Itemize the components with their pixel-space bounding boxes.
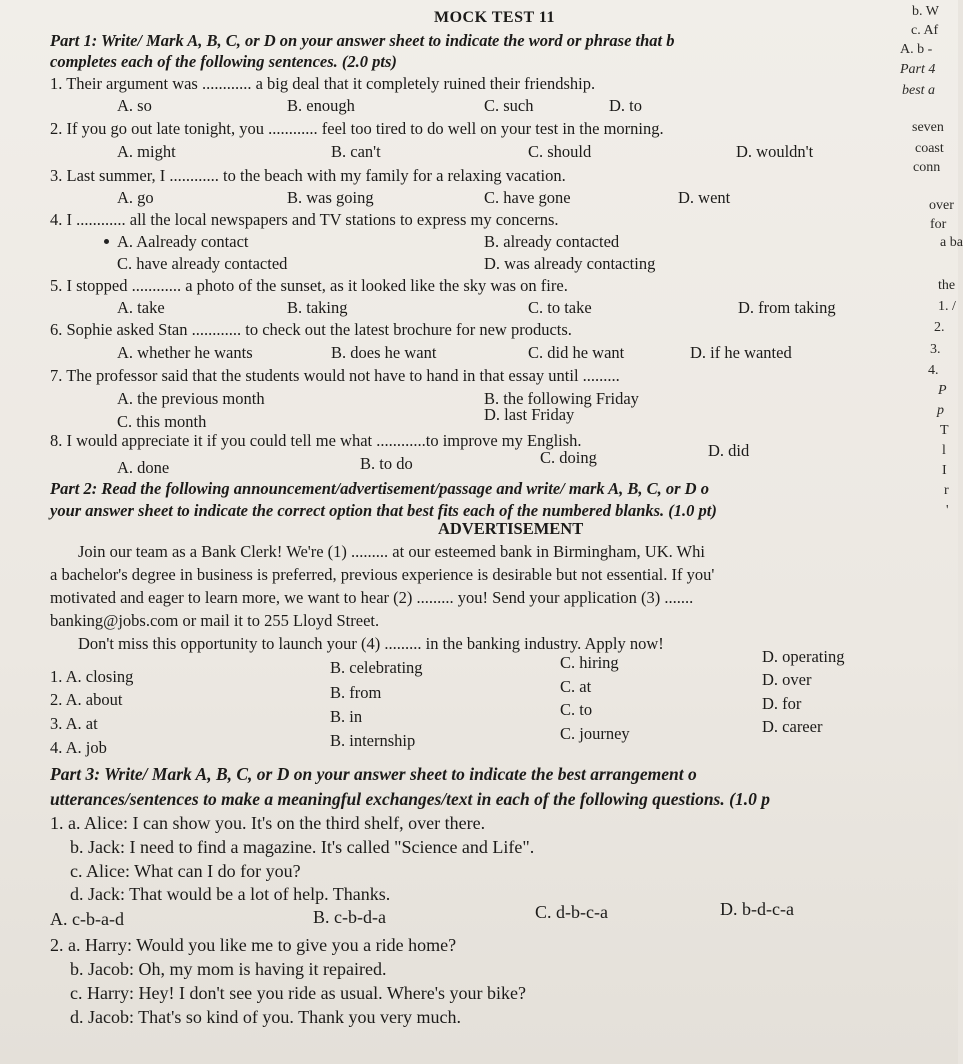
p2-q1-option-d: D. operating	[762, 647, 845, 666]
edge-fragment: b. W	[912, 4, 939, 19]
part2-instruction-line1: Part 2: Read the following announcement/advertisement/passage and write/ mark A, B, C, or D o	[50, 479, 709, 498]
p2-q4-option-c: C. journey	[560, 724, 630, 743]
passage-line-2: a bachelor's degree in business is preferred, previous experience is desirable but not essential. If you'	[50, 565, 715, 584]
p1-q5-stem: 5. I stopped ............ a photo of the sunset, as it looked like the sky was on fire.	[50, 276, 568, 295]
p2-q2-option-a: 2. A. about	[50, 690, 123, 709]
p1-q3-option-c: C. have gone	[484, 188, 571, 207]
p1-q3-option-d: D. went	[678, 188, 731, 207]
edge-fragment: best a	[902, 83, 936, 98]
p3-q1-line-c: c. Alice: What can I do for you?	[70, 861, 301, 881]
p2-q4-option-b: B. internship	[330, 731, 416, 750]
p2-q4-option-a: 4. A. job	[50, 738, 107, 757]
edge-fragment: r	[944, 483, 949, 498]
p3-q1-line-a: 1. a. Alice: I can show you. It's on the third shelf, over there.	[50, 813, 486, 833]
edge-fragment: p	[937, 403, 944, 418]
p3-q1-line-b: b. Jack: I need to find a magazine. It's called "Science and Life".	[70, 837, 535, 857]
edge-fragment: seven	[912, 120, 944, 135]
edge-fragment: 4.	[928, 363, 939, 378]
p1-q2-option-c: C. should	[528, 142, 592, 161]
p2-q4-option-d: D. career	[762, 717, 823, 736]
advertisement-heading: ADVERTISEMENT	[438, 519, 584, 538]
p2-q3-option-a: 3. A. at	[50, 714, 98, 733]
p1-q5-option-d: D. from taking	[738, 298, 836, 317]
p3-q2-line-b: b. Jacob: Oh, my mom is having it repaired.	[70, 959, 387, 979]
passage-line-3: motivated and eager to learn more, we want to hear (2) ......... you! Send your application (3) .......	[50, 588, 694, 607]
p1-q8-option-c: C. doing	[540, 448, 597, 467]
p1-q1-option-c: C. such	[484, 96, 534, 115]
p2-q1-option-c: C. hiring	[560, 653, 619, 672]
p1-q5-option-c: C. to take	[528, 298, 592, 317]
p1-q8-stem: 8. I would appreciate it if you could tell me what ............to improve my English.	[50, 431, 582, 450]
part1-instruction-line1: Part 1: Write/ Mark A, B, C, or D on your answer sheet to indicate the word or phrase that b	[50, 31, 675, 50]
p3-q1-line-d: d. Jack: That would be a lot of help. Thanks.	[70, 884, 391, 904]
p2-q3-option-d: D. for	[762, 694, 802, 713]
p1-q3-option-a: A. go	[117, 188, 154, 207]
page-title: MOCK TEST 11	[434, 9, 555, 26]
p3-q1-option-b: B. c-b-d-a	[313, 907, 386, 927]
part3-instruction-line1: Part 3: Write/ Mark A, B, C, or D on your answer sheet to indicate the best arrangement o	[50, 764, 697, 784]
p1-q2-stem: 2. If you go out late tonight, you ............ feel too tired to do well on your test in the morning.	[50, 119, 664, 138]
p1-q2-option-b: B. can't	[331, 142, 381, 161]
edge-fragment: 2.	[934, 320, 945, 335]
p3-q2-line-c: c. Harry: Hey! I don't see you ride as usual. Where's your bike?	[70, 983, 527, 1003]
p1-q8-option-b: B. to do	[360, 454, 413, 473]
passage-line-5: Don't miss this opportunity to launch your (4) ......... in the banking industry. Apply now!	[78, 634, 664, 653]
p1-q7-option-b: B. the following Friday	[484, 389, 639, 408]
p1-q6-option-c: C. did he want	[528, 343, 625, 362]
edge-fragment: '	[946, 503, 949, 518]
p1-q1-option-b: B. enough	[287, 96, 355, 115]
edge-fragment: conn	[913, 160, 941, 175]
edge-fragment: a ba	[940, 235, 963, 250]
edge-fragment: P	[938, 383, 947, 398]
p1-q7-stem: 7. The professor said that the students would not have to hand in that essay until .........	[50, 366, 620, 385]
p3-q2-line-a: 2. a. Harry: Would you like me to give you a ride home?	[50, 935, 457, 955]
p2-q2-option-b: B. from	[330, 683, 382, 702]
edge-fragment: 3.	[930, 342, 941, 357]
p1-q2-option-d: D. wouldn't	[736, 142, 814, 161]
passage-line-1: Join our team as a Bank Clerk! We're (1) ......... at our esteemed bank in Birmingham, UK. Whi	[78, 542, 705, 561]
edge-fragment: I	[942, 463, 947, 478]
edge-fragment: the	[938, 278, 956, 293]
edge-fragment: T	[940, 423, 949, 438]
p1-q1-stem: 1. Their argument was ............ a big deal that it completely ruined their friendship.	[50, 74, 596, 93]
edge-fragment: Part 4	[900, 62, 936, 77]
p2-q1-option-b: B. celebrating	[330, 658, 423, 677]
p1-q2-option-a: A. might	[117, 142, 176, 161]
p1-q3-option-b: B. was going	[287, 188, 374, 207]
p2-q2-option-d: D. over	[762, 670, 812, 689]
p2-q3-option-b: B. in	[330, 707, 363, 726]
edge-fragment: c. Af	[911, 23, 939, 38]
p3-q1-option-d: D. b-d-c-a	[720, 899, 794, 919]
edge-fragment: coast	[915, 141, 944, 156]
p2-q2-option-c: C. at	[560, 677, 592, 696]
p1-q7-option-c: C. this month	[117, 412, 207, 431]
edge-fragment: for	[930, 217, 947, 232]
p2-q3-option-c: C. to	[560, 700, 593, 719]
p3-q1-option-a: A. c-b-a-d	[50, 909, 124, 929]
p1-q7-option-d: D. last Friday	[484, 405, 575, 424]
part1-instruction-line2: completes each of the following sentences. (2.0 pts)	[50, 52, 397, 71]
edge-fragment: over	[929, 198, 954, 213]
p1-q5-option-a: A. take	[117, 298, 165, 317]
p1-q4-option-c: C. have already contacted	[117, 254, 288, 273]
p2-q1-option-a: 1. A. closing	[50, 667, 134, 686]
p1-q6-option-d: D. if he wanted	[690, 343, 792, 362]
p1-q1-option-d: D. to	[609, 96, 642, 115]
p3-q1-option-c: C. d-b-c-a	[535, 902, 608, 922]
p1-q3-stem: 3. Last summer, I ............ to the beach with my family for a relaxing vacation.	[50, 166, 566, 185]
p1-q4-option-b: B. already contacted	[484, 232, 620, 251]
p1-q1-option-a: A. so	[117, 96, 152, 115]
p1-q5-option-b: B. taking	[287, 298, 348, 317]
p1-q8-option-a: A. done	[117, 458, 170, 477]
part3-instruction-line2: utterances/sentences to make a meaningful exchanges/text in each of the following questions. (1.0 p	[50, 789, 770, 809]
edge-fragment: l	[942, 443, 946, 458]
bullet-dot-mark	[104, 239, 109, 244]
p1-q4-option-d: D. was already contacting	[484, 254, 656, 273]
p1-q4-stem: 4. I ............ all the local newspapers and TV stations to express my concerns.	[50, 210, 559, 229]
part2-instruction-line2: your answer sheet to indicate the correct option that best fits each of the numbered blanks. (1.0 pt)	[50, 501, 717, 520]
passage-line-4: banking@jobs.com or mail it to 255 Lloyd Street.	[50, 611, 380, 630]
p3-q2-line-d: d. Jacob: That's so kind of you. Thank you very much.	[70, 1007, 462, 1027]
p1-q6-option-a: A. whether he wants	[117, 343, 253, 362]
edge-fragment: A. b -	[900, 42, 933, 57]
edge-fragment: 1. /	[938, 299, 956, 314]
p1-q7-option-a: A. the previous month	[117, 389, 265, 408]
p1-q4-option-a: A. Aalready contact	[117, 232, 249, 251]
p1-q6-stem: 6. Sophie asked Stan ............ to check out the latest brochure for new products.	[50, 320, 572, 339]
p1-q8-option-d: D. did	[708, 441, 750, 460]
p1-q6-option-b: B. does he want	[331, 343, 437, 362]
